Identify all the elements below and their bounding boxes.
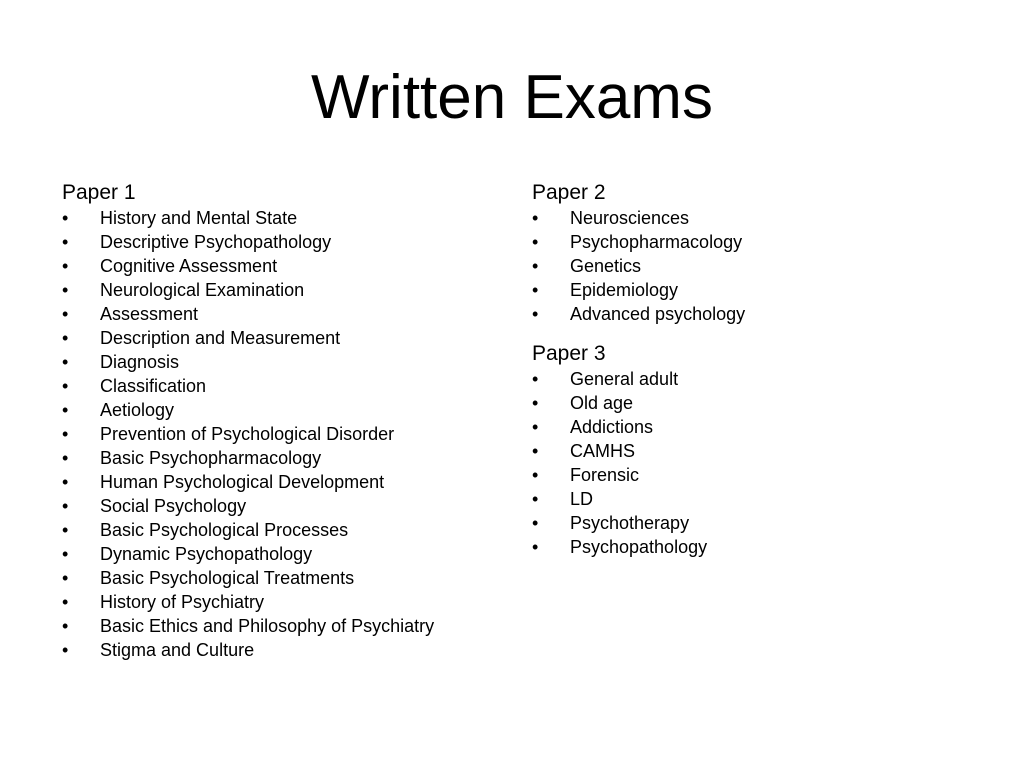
topic-label: Basic Psychopharmacology <box>100 448 322 468</box>
bullet-icon: • <box>532 304 539 324</box>
topic-label: Neurosciences <box>570 208 690 228</box>
topic-label: Epidemiology <box>570 280 679 300</box>
topic-label: LD <box>570 489 594 509</box>
bullet-icon: • <box>62 496 69 516</box>
paper-heading: Paper 3 <box>532 342 606 365</box>
list-item <box>532 254 972 278</box>
bullet-icon: • <box>532 256 539 276</box>
list-item <box>62 518 502 542</box>
list-item <box>62 542 502 566</box>
bullet-icon: • <box>62 424 69 444</box>
topic-label: Cognitive Assessment <box>100 256 278 276</box>
bullet-icon: • <box>62 520 69 540</box>
paper-section <box>62 180 502 662</box>
topic-label: Aetiology <box>100 400 175 420</box>
paper-section <box>532 180 972 326</box>
topic-list <box>62 206 502 662</box>
list-item <box>62 446 502 470</box>
topic-label: Dynamic Psychopathology <box>100 544 313 564</box>
list-item <box>532 439 972 463</box>
topic-label: Advanced psychology <box>570 304 746 324</box>
bullet-icon: • <box>62 448 69 468</box>
topic-label: Basic Psychological Processes <box>100 520 349 540</box>
list-item <box>532 487 972 511</box>
paper-section <box>532 341 972 559</box>
topic-label: Descriptive Psychopathology <box>100 232 332 252</box>
list-item <box>62 638 502 662</box>
list-item <box>532 535 972 559</box>
topic-list <box>532 206 972 326</box>
list-item <box>532 230 972 254</box>
topic-label: History and Mental State <box>100 208 298 228</box>
list-item <box>62 278 502 302</box>
bullet-icon: • <box>62 352 69 372</box>
right-column <box>532 180 972 574</box>
list-item <box>532 278 972 302</box>
list-item <box>62 422 502 446</box>
bullet-icon: • <box>62 616 69 636</box>
bullet-icon: • <box>62 640 69 660</box>
bullet-icon: • <box>62 328 69 348</box>
list-item <box>62 350 502 374</box>
topic-label: Human Psychological Development <box>100 472 385 492</box>
paper-heading: Paper 2 <box>532 181 606 204</box>
left-column <box>62 180 502 677</box>
slide-title: Written Exams <box>311 63 713 132</box>
bullet-icon: • <box>532 465 539 485</box>
list-item <box>532 367 972 391</box>
bullet-icon: • <box>532 369 539 389</box>
topic-label: Psychotherapy <box>570 513 690 533</box>
topic-label: Description and Measurement <box>100 328 341 348</box>
bullet-icon: • <box>532 513 539 533</box>
topic-list <box>532 367 972 559</box>
list-item <box>62 494 502 518</box>
topic-label: CAMHS <box>570 441 636 461</box>
bullet-icon: • <box>532 208 539 228</box>
list-item <box>62 374 502 398</box>
list-item <box>532 206 972 230</box>
bullet-icon: • <box>532 489 539 509</box>
list-item <box>62 230 502 254</box>
topic-label: Stigma and Culture <box>100 640 255 660</box>
list-item <box>62 302 502 326</box>
list-item <box>62 470 502 494</box>
topic-label: Assessment <box>100 304 199 324</box>
topic-label: Addictions <box>570 417 654 437</box>
topic-label: Old age <box>570 393 634 413</box>
topic-label: Classification <box>100 376 207 396</box>
topic-label: Neurological Examination <box>100 280 305 300</box>
list-item <box>62 398 502 422</box>
list-item <box>62 590 502 614</box>
bullet-icon: • <box>532 232 539 252</box>
topic-label: Prevention of Psychological Disorder <box>100 424 395 444</box>
bullet-icon: • <box>62 568 69 588</box>
topic-label: Genetics <box>570 256 642 276</box>
list-item <box>62 614 502 638</box>
bullet-icon: • <box>62 592 69 612</box>
bullet-icon: • <box>532 417 539 437</box>
list-item <box>62 566 502 590</box>
bullet-icon: • <box>62 256 69 276</box>
bullet-icon: • <box>62 280 69 300</box>
list-item <box>532 415 972 439</box>
list-item <box>532 511 972 535</box>
bullet-icon: • <box>62 544 69 564</box>
bullet-icon: • <box>62 400 69 420</box>
topic-label: Psychopathology <box>570 537 708 557</box>
bullet-icon: • <box>62 208 69 228</box>
topic-label: Psychopharmacology <box>570 232 743 252</box>
topic-label: Basic Psychological Treatments <box>100 568 355 588</box>
topic-label: Social Psychology <box>100 496 247 516</box>
topic-label: General adult <box>570 369 679 389</box>
topic-label: Diagnosis <box>100 352 180 372</box>
list-item <box>532 463 972 487</box>
list-item <box>532 391 972 415</box>
paper-heading: Paper 1 <box>62 181 136 204</box>
bullet-icon: • <box>62 376 69 396</box>
bullet-icon: • <box>62 304 69 324</box>
bullet-icon: • <box>532 537 539 557</box>
topic-label: Forensic <box>570 465 640 485</box>
list-item <box>62 254 502 278</box>
topic-label: Basic Ethics and Philosophy of Psychiatry <box>100 616 435 636</box>
bullet-icon: • <box>532 280 539 300</box>
list-item <box>532 302 972 326</box>
bullet-icon: • <box>62 472 69 492</box>
topic-label: History of Psychiatry <box>100 592 265 612</box>
bullet-icon: • <box>532 441 539 461</box>
list-item <box>62 206 502 230</box>
bullet-icon: • <box>62 232 69 252</box>
bullet-icon: • <box>532 393 539 413</box>
list-item <box>62 326 502 350</box>
